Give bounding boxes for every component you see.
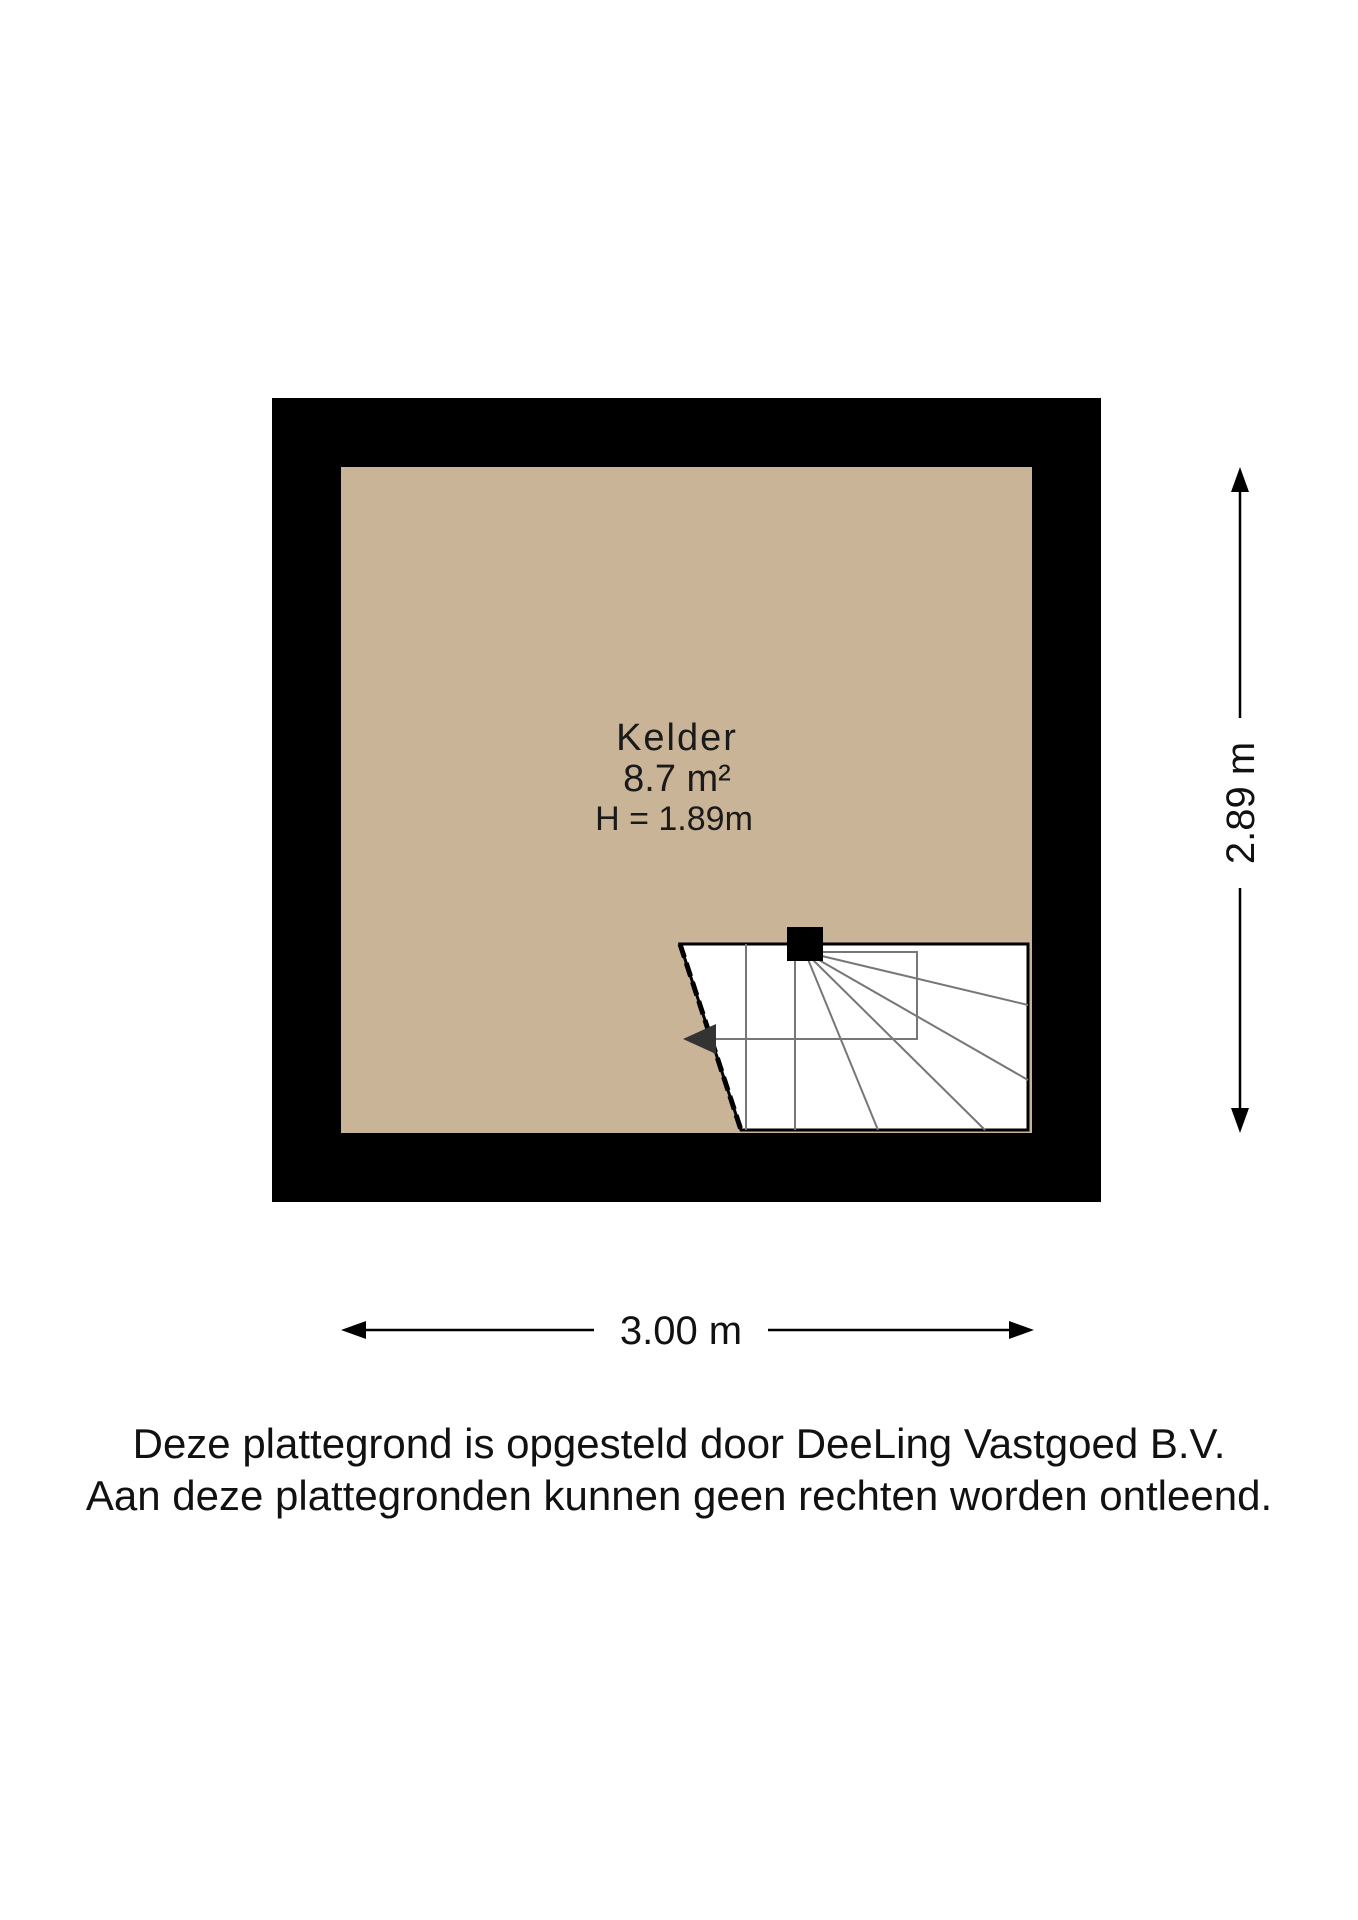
newel-post [787, 927, 823, 961]
disclaimer-line-2: Aan deze plattegronden kunnen geen rechten worden ontleend. [85, 1472, 1273, 1519]
room-name: Kelder [616, 717, 738, 759]
room-height: H = 1.89m [595, 800, 753, 838]
width-label: 3.00 m [619, 1309, 743, 1353]
width-dimension [341, 1309, 1034, 1353]
arrow-left-icon [341, 1321, 366, 1339]
arrow-up-icon [1231, 467, 1249, 492]
disclaimer-line-1: Deze plattegrond is opgesteld door DeeLing Vastgoed B.V. [132, 1420, 1226, 1467]
arrow-down-icon [1231, 1108, 1249, 1133]
room-area: 8.7 m² [623, 758, 731, 800]
depth-label: 2.89 m [1219, 741, 1263, 865]
staircase [680, 927, 1028, 1130]
depth-dimension [1219, 467, 1263, 1133]
arrow-right-icon [1009, 1321, 1034, 1339]
